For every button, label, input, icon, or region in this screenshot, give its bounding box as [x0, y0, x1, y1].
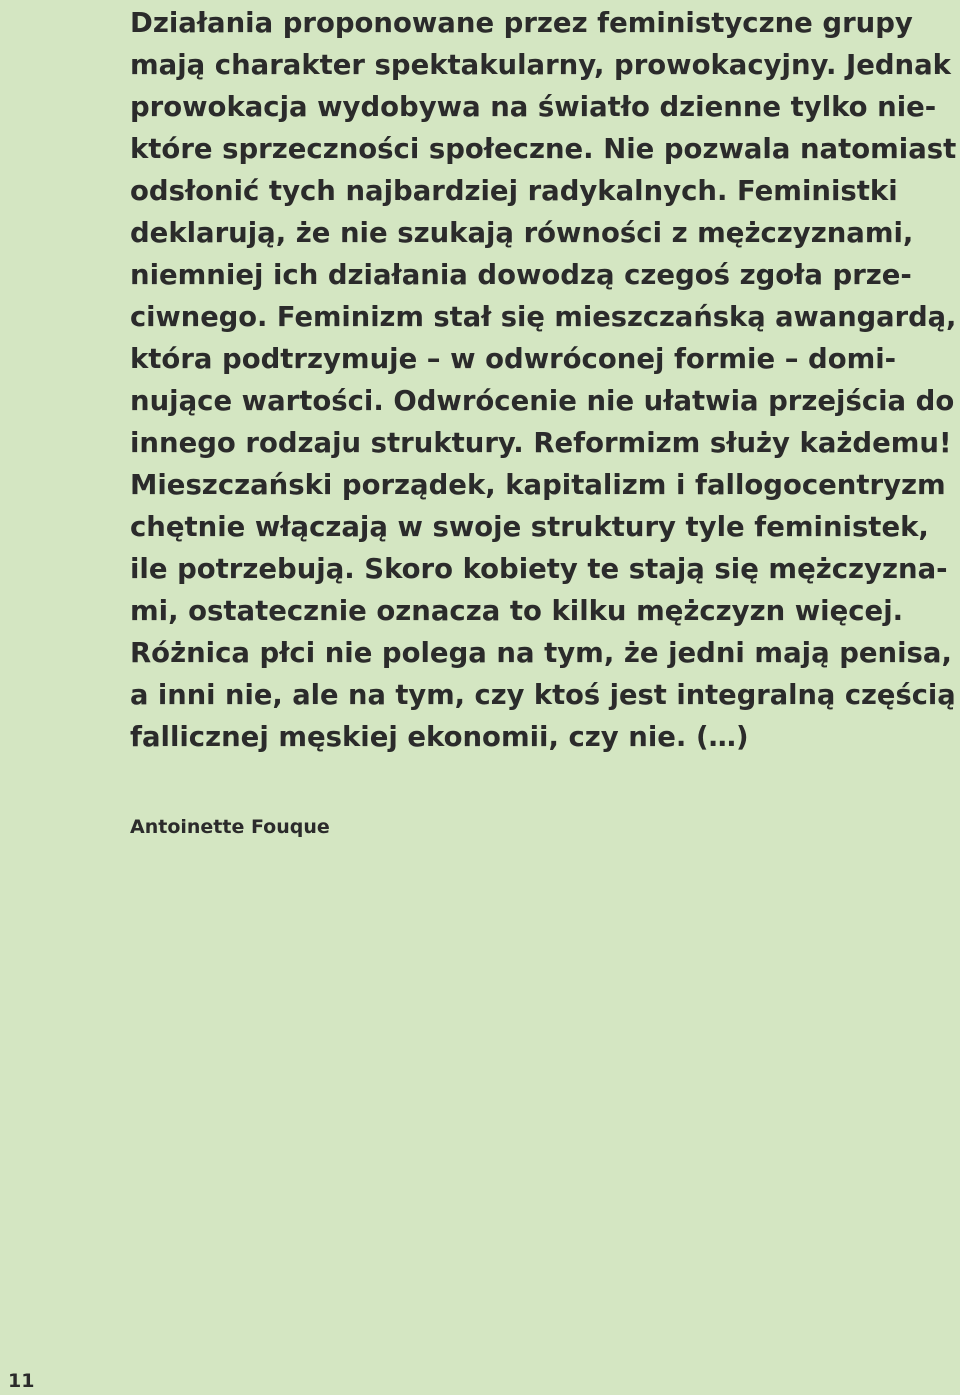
quote-line: Różnica płci nie polega na tym, że jedni mają penisa, [130, 637, 952, 669]
quote-author: Antoinette Fouque [130, 816, 330, 838]
quote-line: mi, ostatecznie oznacza to kilku mężczyzn więcej. [130, 595, 904, 627]
quote-line: fallicznej męskiej ekonomii, czy nie. (…) [130, 721, 749, 753]
quote-line: ciwnego. Feminizm stał się mieszczańską awangardą, [130, 301, 957, 333]
quote-line: innego rodzaju struktury. Reformizm służy każdemu! [130, 427, 952, 459]
quote-line: mają charakter spektakularny, prowokacyjny. Jednak [130, 49, 951, 81]
quote-line: prowokacja wydobywa na światło dzienne tylko nie- [130, 91, 937, 123]
quote-line: które sprzeczności społeczne. Nie pozwala natomiast [130, 133, 957, 165]
quote-line: odsłonić tych najbardziej radykalnych. Feministki [130, 175, 898, 207]
quote-line: niemniej ich działania dowodzą czegoś zgoła prze- [130, 259, 912, 291]
quote-line: która podtrzymuje – w odwróconej formie – domi- [130, 343, 897, 375]
quote-text [130, 2, 960, 758]
quote-line: ile potrzebują. Skoro kobiety te stają się mężczyzna- [130, 553, 948, 585]
quote-line: Mieszczański porządek, kapitalizm i fallogocentryzm [130, 469, 946, 501]
page-number: 11 [8, 1370, 35, 1392]
quote-line: deklarują, że nie szukają równości z mężczyznami, [130, 217, 914, 249]
quote-line: nujące wartości. Odwrócenie nie ułatwia przejścia do [130, 385, 955, 417]
quote-line: Działania proponowane przez feministyczne grupy [130, 7, 913, 39]
quote-line: a inni nie, ale na tym, czy ktoś jest integralną częścią [130, 679, 956, 711]
quote-line: chętnie włączają w swoje struktury tyle feministek, [130, 511, 929, 543]
